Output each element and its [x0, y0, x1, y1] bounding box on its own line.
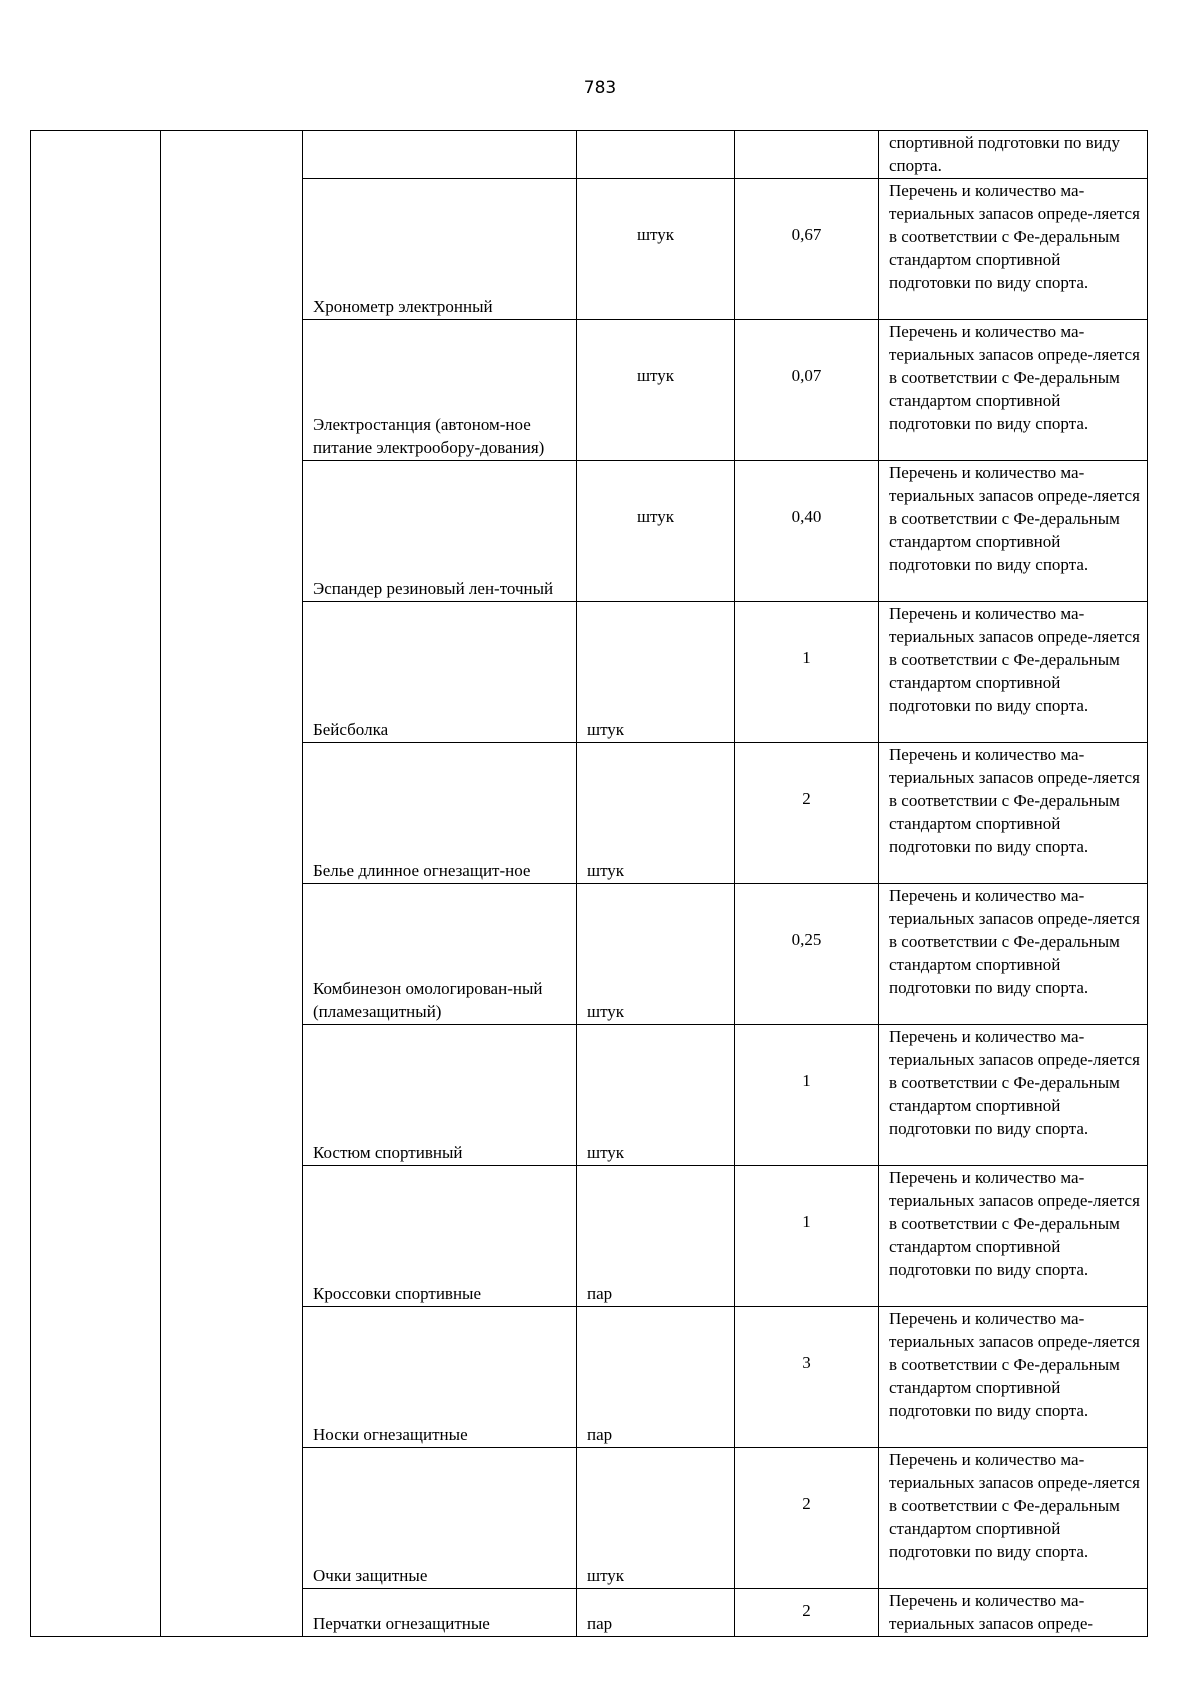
qty-cell	[735, 1166, 879, 1307]
note-text: Перечень и количество ма-териальных запасов опреде-ляется в соответствии с Фе-деральным стандартом спортивной подготовки по виду спорта.	[889, 1168, 1140, 1279]
name-cell	[303, 461, 577, 602]
item-name: Бейсболка	[313, 720, 389, 739]
item-name: Электростанция (автоном-ное питание электрообору-дования)	[313, 415, 545, 457]
item-unit: пар	[587, 1425, 613, 1444]
page-number: 783	[583, 78, 617, 98]
item-unit: штук	[636, 225, 675, 244]
note-cell	[879, 1448, 1148, 1589]
item-quantity: 0,40	[791, 507, 822, 526]
item-quantity: 2	[802, 1601, 811, 1620]
unit-cell	[577, 884, 735, 1025]
item-name: Носки огнезащитные	[313, 1425, 468, 1444]
name-cell	[303, 1448, 577, 1589]
note-text: спортивной подготовки по виду спорта.	[889, 133, 1120, 175]
unit-cell	[577, 1448, 735, 1589]
qty-cell	[735, 179, 879, 320]
item-quantity: 1	[802, 648, 811, 667]
name-cell	[303, 320, 577, 461]
item-quantity: 0,67	[791, 225, 822, 244]
note-text: Перечень и количество ма-териальных запасов опреде-ляется в соответствии с Фе-деральным стандартом спортивной подготовки по виду спорта.	[889, 1309, 1140, 1420]
note-cell	[879, 884, 1148, 1025]
note-text: Перечень и количество ма-териальных запасов опреде-ляется в соответствии с Фе-деральным стандартом спортивной подготовки по виду спорта.	[889, 886, 1140, 997]
unit-cell	[577, 179, 735, 320]
note-cell	[879, 743, 1148, 884]
qty-cell	[735, 884, 879, 1025]
item-quantity: 2	[802, 1494, 811, 1513]
unit-cell	[577, 743, 735, 884]
empty-cell-col2	[161, 131, 303, 1637]
name-cell	[303, 1025, 577, 1166]
name-cell	[303, 743, 577, 884]
note-cell	[879, 1025, 1148, 1166]
item-name: Перчатки огнезащитные	[313, 1614, 490, 1633]
unit-cell	[577, 1589, 735, 1637]
item-quantity: 1	[802, 1071, 811, 1090]
note-cell	[879, 461, 1148, 602]
item-quantity: 1	[802, 1212, 811, 1231]
note-cell	[879, 320, 1148, 461]
qty-cell	[735, 1589, 879, 1637]
note-text: Перечень и количество ма-териальных запасов опреде-ляется в соответствии с Фе-деральным стандартом спортивной подготовки по виду спорта.	[889, 1027, 1140, 1138]
qty-cell	[735, 1448, 879, 1589]
name-cell	[303, 1307, 577, 1448]
name-cell	[303, 884, 577, 1025]
name-cell	[303, 1166, 577, 1307]
unit-cell	[577, 461, 735, 602]
item-name: Комбинезон омологирован-ный (пламезащитный)	[313, 979, 543, 1021]
name-cell	[303, 131, 577, 179]
note-text: Перечень и количество ма-териальных запасов опреде-ляется в соответствии с Фе-деральным стандартом спортивной подготовки по виду спорта.	[889, 463, 1140, 574]
qty-cell	[735, 131, 879, 179]
qty-cell	[735, 743, 879, 884]
name-cell	[303, 179, 577, 320]
note-cell	[879, 1166, 1148, 1307]
note-text: Перечень и количество ма-териальных запасов опреде-ляется в соответствии с Фе-деральным стандартом спортивной подготовки по виду спорта.	[889, 181, 1140, 292]
note-cell	[879, 131, 1148, 179]
item-name: Эспандер резиновый лен-точный	[313, 579, 554, 598]
note-cell	[879, 1307, 1148, 1448]
unit-cell	[577, 1025, 735, 1166]
name-cell	[303, 1589, 577, 1637]
note-text: Перечень и количество ма-териальных запасов опреде-	[889, 1591, 1094, 1633]
item-unit: штук	[587, 1002, 625, 1021]
note-text: Перечень и количество ма-териальных запасов опреде-ляется в соответствии с Фе-деральным стандартом спортивной подготовки по виду спорта.	[889, 1450, 1140, 1561]
item-quantity: 0,07	[791, 366, 822, 385]
qty-cell	[735, 320, 879, 461]
note-cell	[879, 602, 1148, 743]
table-row	[31, 131, 1148, 179]
name-cell	[303, 602, 577, 743]
item-name: Хронометр электронный	[313, 297, 493, 316]
item-quantity: 2	[802, 789, 811, 808]
unit-cell	[577, 602, 735, 743]
note-text: Перечень и количество ма-териальных запасов опреде-ляется в соответствии с Фе-деральным стандартом спортивной подготовки по виду спорта.	[889, 604, 1140, 715]
note-text: Перечень и количество ма-териальных запасов опреде-ляется в соответствии с Фе-деральным стандартом спортивной подготовки по виду спорта.	[889, 745, 1140, 856]
item-unit: штук	[587, 1566, 625, 1585]
item-quantity: 0,25	[791, 930, 822, 949]
note-cell	[879, 179, 1148, 320]
qty-cell	[735, 461, 879, 602]
item-name: Белье длинное огнезащит-ное	[313, 861, 531, 880]
item-name: Кроссовки спортивные	[313, 1284, 482, 1303]
equipment-table	[30, 130, 1148, 1637]
item-unit: штук	[636, 366, 675, 385]
unit-cell	[577, 1307, 735, 1448]
unit-cell	[577, 1166, 735, 1307]
item-unit: штук	[587, 861, 625, 880]
qty-cell	[735, 1025, 879, 1166]
item-name: Костюм спортивный	[313, 1143, 463, 1162]
qty-cell	[735, 1307, 879, 1448]
unit-cell	[577, 131, 735, 179]
unit-cell	[577, 320, 735, 461]
item-quantity: 3	[802, 1353, 811, 1372]
item-unit: штук	[587, 720, 625, 739]
item-name: Очки защитные	[313, 1566, 428, 1585]
item-unit: пар	[587, 1284, 613, 1303]
qty-cell	[735, 602, 879, 743]
note-cell	[879, 1589, 1148, 1637]
note-text: Перечень и количество ма-териальных запасов опреде-ляется в соответствии с Фе-деральным стандартом спортивной подготовки по виду спорта.	[889, 322, 1140, 433]
item-unit: пар	[587, 1614, 613, 1633]
item-unit: штук	[587, 1143, 625, 1162]
empty-cell-col1	[31, 131, 161, 1637]
item-unit: штук	[636, 507, 675, 526]
